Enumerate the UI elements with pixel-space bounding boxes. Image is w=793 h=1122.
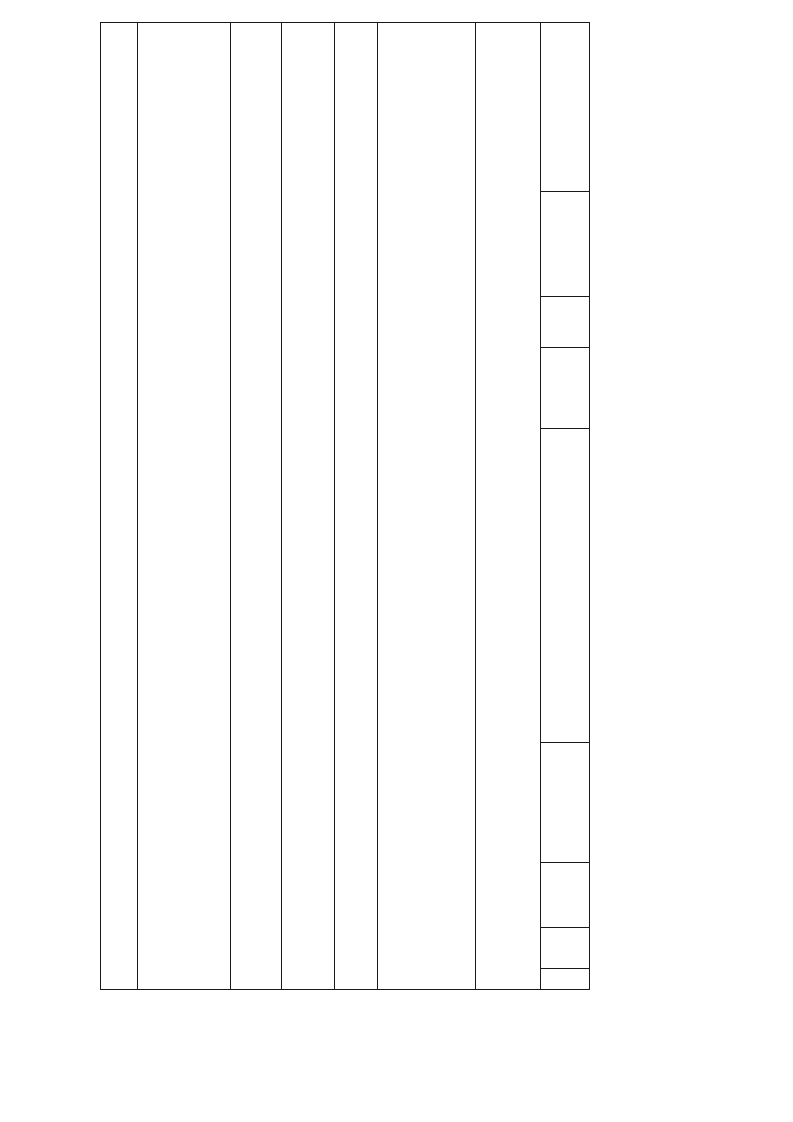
header-chair bbox=[540, 347, 590, 429]
page-number bbox=[663, 140, 703, 210]
header-committee bbox=[540, 191, 590, 297]
header-topics bbox=[540, 428, 590, 743]
header-index bbox=[540, 968, 590, 990]
header-lead-unit bbox=[540, 862, 590, 928]
header-theme bbox=[540, 742, 590, 863]
header-secretary bbox=[540, 296, 590, 348]
header-contact bbox=[540, 22, 590, 192]
rotated-table bbox=[100, 22, 590, 990]
header-name bbox=[540, 927, 590, 969]
